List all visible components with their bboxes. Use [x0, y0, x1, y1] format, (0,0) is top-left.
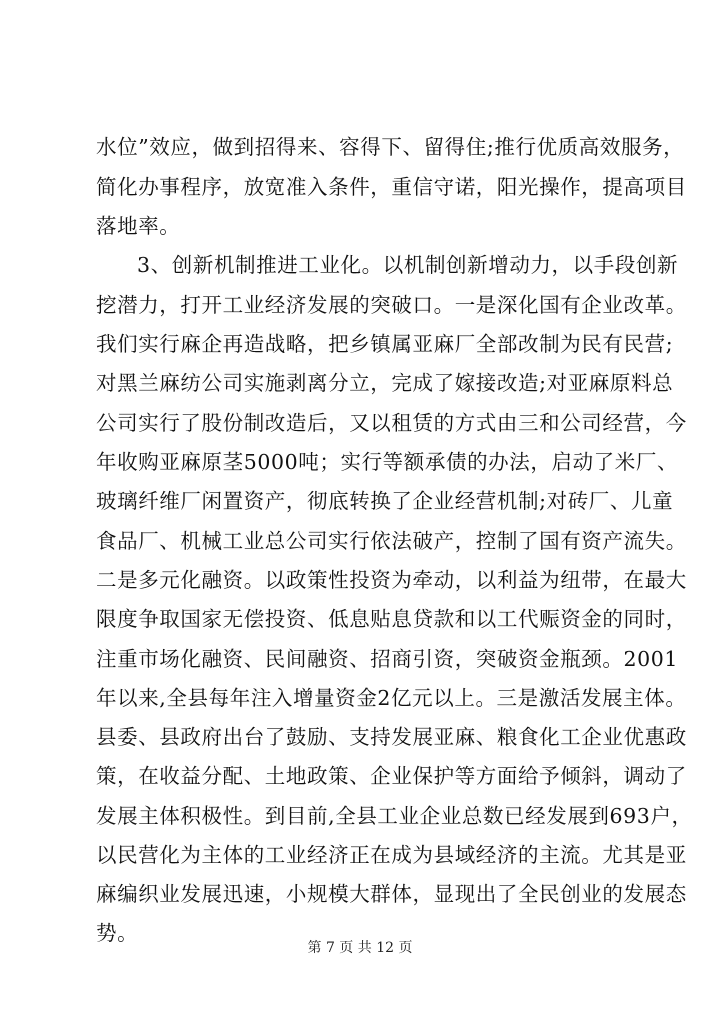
text-line: 简化办事程序，放宽准入条件，重信守诺，阳光操作，提高项目 [96, 175, 687, 199]
text-line: 挖潜力，打开工业经济发展的突破口。一是深化国有企业改革。 [96, 293, 687, 317]
text-line: 县委、县政府出台了鼓励、支持发展亚麻、粮食化工企业优惠政 [96, 725, 687, 749]
text-line: 年以来,全县每年注入增量资金2亿元以上。三是激活发展主体。 [96, 686, 687, 710]
text-line: 麻编织业发展迅速，小规模大群体，显现出了全民创业的发展态 [96, 882, 687, 906]
text-line: 策，在收益分配、土地政策、企业保护等方面给予倾斜，调动了 [96, 764, 687, 788]
text-line: 食品厂、机械工业总公司实行依法破产，控制了国有资产流失。 [96, 529, 687, 553]
text-line: 落地率。 [96, 214, 181, 238]
text-line: 以民营化为主体的工业经济正在成为县域经济的主流。尤其是亚 [96, 843, 687, 867]
page-number-footer: 第 7 页 共 12 页 [307, 940, 413, 956]
text-line: 注重市场化融资、民间融资、招商引资，突破资金瓶颈。2001 [96, 647, 679, 671]
text-line: 公司实行了股份制改造后，又以租赁的方式由三和公司经营，今 [96, 411, 687, 435]
text-line: 我们实行麻企再造战略，把乡镇属亚麻厂全部改制为民有民营; [96, 332, 674, 356]
text-line: 限度争取国家无偿投资、低息贴息贷款和以工代赈资金的同时， [96, 607, 687, 631]
text-line: 3、创新机制推进工业化。以机制创新增动力，以手段创新 [137, 253, 679, 277]
text-line: 二是多元化融资。以政策性投资为牵动，以利益为纽带，在最大 [96, 568, 687, 592]
text-line: 势。 [96, 921, 139, 945]
text-line: 水位”效应，做到招得来、容得下、留得住;推行优质高效服务， [96, 135, 685, 159]
text-line: 玻璃纤维厂闲置资产，彻底转换了企业经营机制;对砖厂、儿童 [96, 489, 674, 513]
text-line: 对黑兰麻纺公司实施剥离分立，完成了嫁接改造;对亚麻原料总 [96, 371, 674, 395]
text-line: 发展主体积极性。到目前,全县工业企业总数已经发展到693户， [96, 804, 693, 828]
text-line: 年收购亚麻原茎5000吨；实行等额承债的办法，启动了米厂、 [96, 450, 679, 474]
